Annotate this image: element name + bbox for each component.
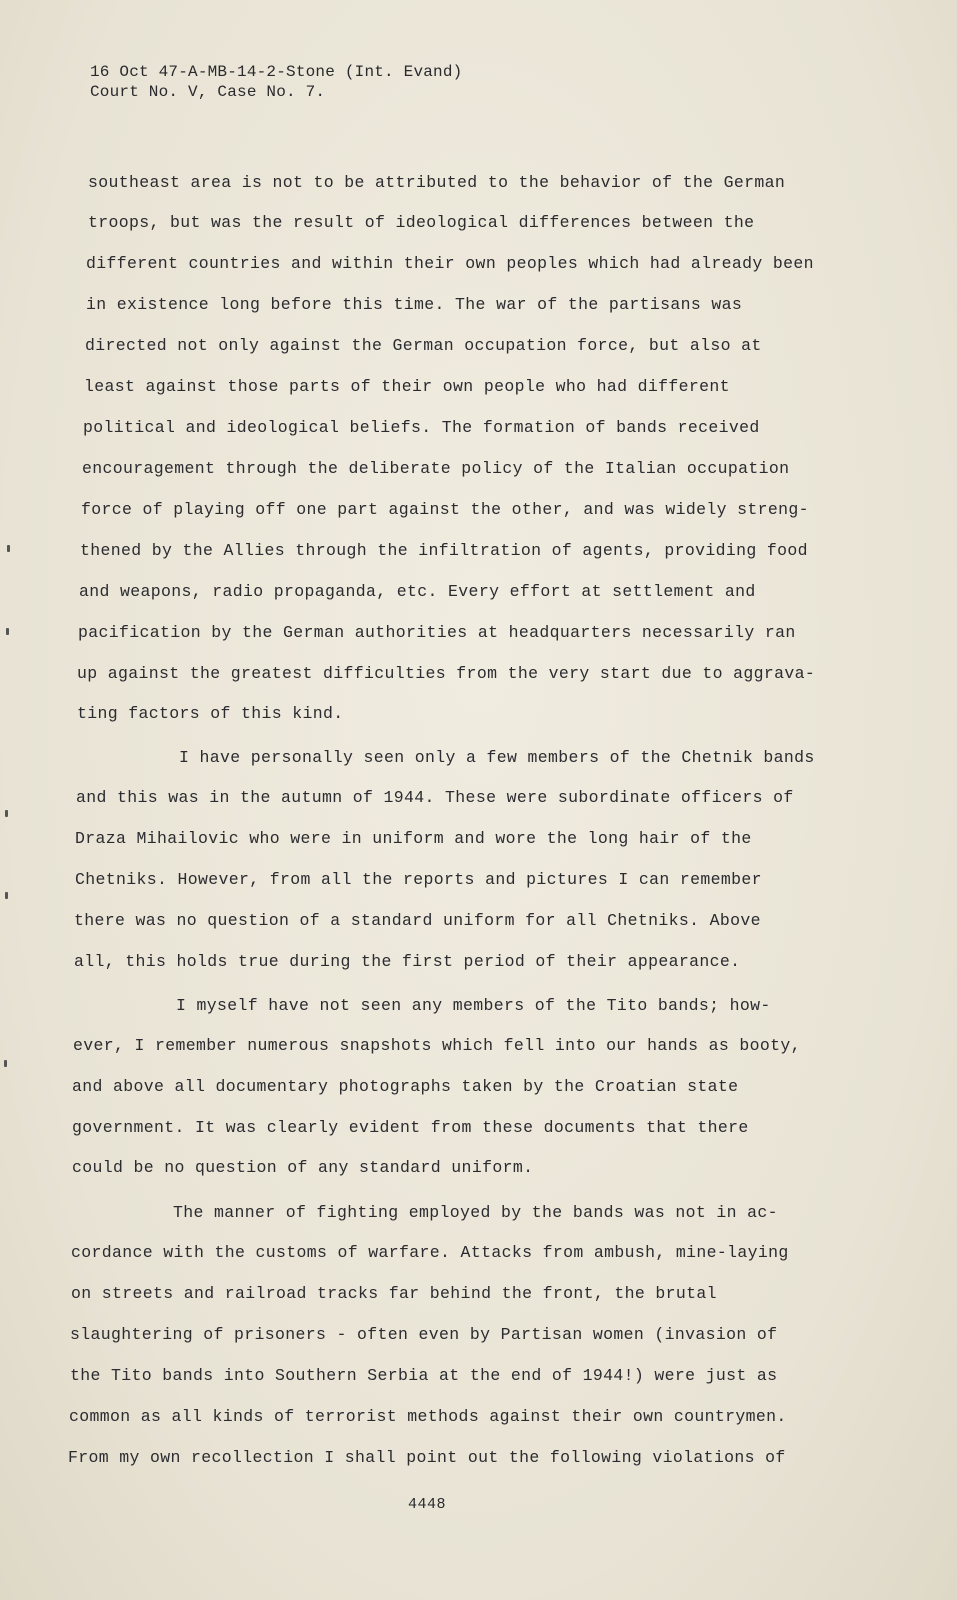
text-line: From my own recollection I shall point out the following violations of [68, 1448, 786, 1467]
text-line: Draza Mihailovic who were in uniform and wore the long hair of the [75, 829, 752, 848]
text-line: and weapons, radio propaganda, etc. Every effort at settlement and [79, 582, 756, 601]
text-line: I myself have not seen any members of the Tito bands; how- [176, 996, 771, 1015]
header-line-court: Court No. V, Case No. 7. [90, 83, 326, 101]
text-line: could be no question of any standard uniform. [72, 1158, 534, 1177]
text-line: force of playing off one part against the other, and was widely streng- [81, 500, 809, 519]
text-line: in existence long before this time. The war of the partisans was [86, 295, 743, 314]
text-line: ting factors of this kind. [77, 704, 344, 723]
text-line: least against those parts of their own people who had different [84, 377, 730, 396]
text-line: pacification by the German authorities at headquarters necessarily ran [78, 623, 796, 642]
text-line: The manner of fighting employed by the bands was not in ac- [173, 1203, 778, 1222]
text-line: and above all documentary photographs taken by the Croatian state [72, 1077, 739, 1096]
text-line: and this was in the autumn of 1944. These were subordinate officers of [76, 788, 794, 807]
text-line: government. It was clearly evident from these documents that there [72, 1118, 749, 1137]
text-line: all, this holds true during the first period of their appearance. [74, 952, 741, 971]
text-line: the Tito bands into Southern Serbia at the end of 1944!) were just as [70, 1366, 778, 1385]
text-line: up against the greatest difficulties from the very start due to aggrava- [77, 664, 816, 683]
text-line: common as all kinds of terrorist methods against their own countrymen. [69, 1407, 787, 1426]
text-line: I have personally seen only a few members of the Chetnik bands [179, 748, 815, 767]
text-line: southeast area is not to be attributed to the behavior of the German [88, 173, 786, 192]
margin-punch-mark [5, 892, 8, 899]
text-line: ever, I remember numerous snapshots which fell into our hands as booty, [73, 1036, 801, 1055]
text-line: there was no question of a standard uniform for all Chetniks. Above [74, 911, 761, 930]
text-line: Chetniks. However, from all the reports and pictures I can remember [75, 870, 762, 889]
margin-punch-mark [4, 1060, 7, 1067]
header-line-reference: 16 Oct 47-A-MB-14-2-Stone (Int. Evand) [90, 63, 463, 81]
text-line: troops, but was the result of ideological differences between the [88, 213, 755, 232]
margin-punch-mark [7, 545, 10, 552]
text-line: thened by the Allies through the infiltration of agents, providing food [80, 541, 808, 560]
text-line: directed not only against the German occupation force, but also at [85, 336, 762, 355]
text-line: cordance with the customs of warfare. Attacks from ambush, mine-laying [71, 1243, 789, 1262]
text-line: different countries and within their own peoples which had already been [86, 254, 814, 273]
text-line: on streets and railroad tracks far behind the front, the brutal [71, 1284, 717, 1303]
margin-punch-mark [5, 810, 8, 817]
text-line: encouragement through the deliberate policy of the Italian occupation [82, 459, 790, 478]
text-line: slaughtering of prisoners - often even by Partisan women (invasion of [70, 1325, 778, 1344]
margin-punch-mark [6, 628, 9, 635]
page-number: 4448 [408, 1496, 447, 1513]
text-line: political and ideological beliefs. The formation of bands received [83, 418, 760, 437]
document-header [90, 62, 462, 102]
